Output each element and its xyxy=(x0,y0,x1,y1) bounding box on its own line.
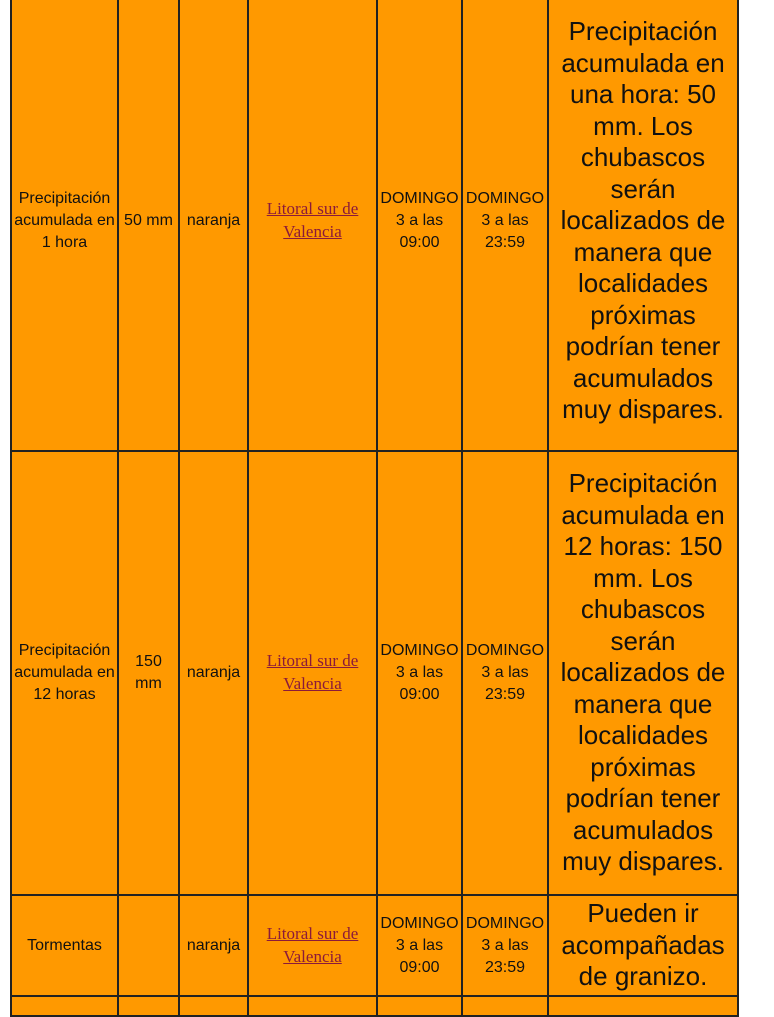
zone-link[interactable]: Litoral sur de Valencia xyxy=(266,651,359,693)
level-cell: naranja xyxy=(179,0,248,451)
empty-cell xyxy=(462,996,548,1016)
empty-cell xyxy=(248,996,377,1016)
phenomenon-cell: Precipitación acumulada en 1 hora xyxy=(11,0,118,451)
comment-cell: Precipitación acumulada en 12 horas: 150 mm. Los chubascos serán localizados de manera que localidades próximas podrían tener acumulados muy dispares. xyxy=(548,451,738,895)
comment-cell: Pueden ir acompañadas de granizo. xyxy=(548,895,738,996)
level-cell: naranja xyxy=(179,895,248,996)
zone-link[interactable]: Litoral sur de Valencia xyxy=(266,199,359,241)
comment-cell: Precipitación acumulada en una hora: 50 mm. Los chubascos serán localizados de manera que localidades próximas podrían tener acumulados muy dispares. xyxy=(548,0,738,451)
table-row-partial xyxy=(11,996,738,1016)
empty-cell xyxy=(118,996,179,1016)
start-cell: DOMINGO 3 a las 09:00 xyxy=(377,0,462,451)
zone-link[interactable]: Litoral sur de Valencia xyxy=(266,923,359,966)
start-cell: DOMINGO 3 a las 09:00 xyxy=(377,895,462,996)
zone-cell xyxy=(248,0,377,451)
phenomenon-cell: Precipitación acumulada en 12 horas xyxy=(11,451,118,895)
empty-cell xyxy=(179,996,248,1016)
empty-cell xyxy=(548,996,738,1016)
table-row xyxy=(11,451,738,895)
phenomenon-cell: Tormentas xyxy=(11,895,118,996)
empty-cell xyxy=(377,996,462,1016)
end-cell: DOMINGO 3 a las 23:59 xyxy=(462,451,548,895)
warnings-table-container xyxy=(10,0,737,1017)
end-cell: DOMINGO 3 a las 23:59 xyxy=(462,0,548,451)
threshold-cell xyxy=(118,895,179,996)
empty-cell xyxy=(11,996,118,1016)
warnings-table xyxy=(10,0,739,1017)
zone-cell xyxy=(248,451,377,895)
table-row xyxy=(11,895,738,996)
start-cell: DOMINGO 3 a las 09:00 xyxy=(377,451,462,895)
threshold-cell: 150 mm xyxy=(118,451,179,895)
level-cell: naranja xyxy=(179,451,248,895)
threshold-cell: 50 mm xyxy=(118,0,179,451)
zone-cell xyxy=(248,895,377,996)
table-row xyxy=(11,0,738,451)
end-cell: DOMINGO 3 a las 23:59 xyxy=(462,895,548,996)
